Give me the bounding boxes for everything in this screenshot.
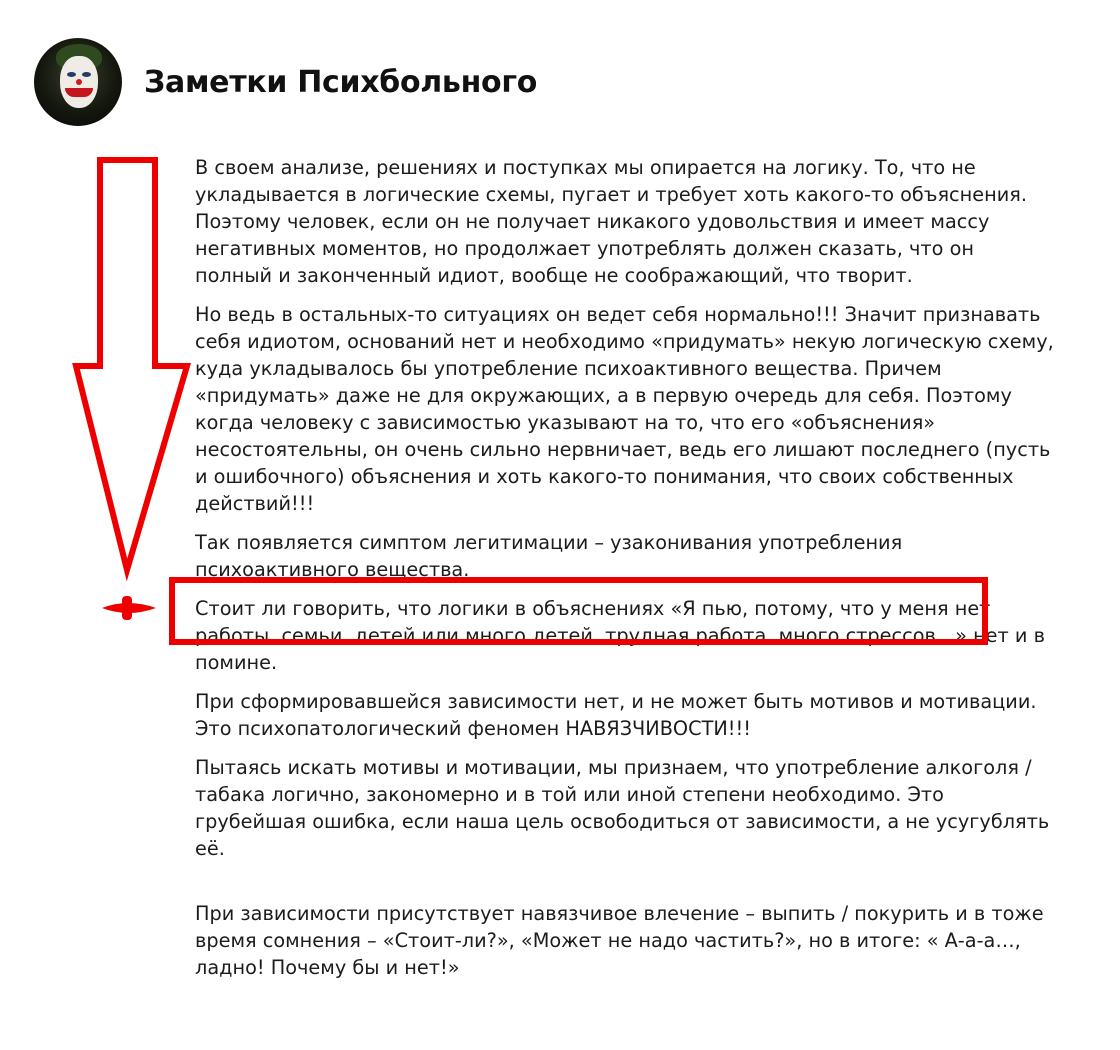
red-arrow-outline bbox=[76, 160, 187, 570]
red-arrow-tip-mark bbox=[102, 603, 156, 613]
channel-header bbox=[34, 38, 537, 126]
red-highlight-box bbox=[169, 577, 988, 645]
paragraph-explanations: Но ведь в остальных-то ситуациях он ведет себя нормально!!! Значит признавать себя идиотом, оснований нет и необходимо «придумать» некую логическую схему, куда укладывалось бы употребление психоактивного вещества. Причем «придумать» даже не для окружающих, а в первую очередь для себя. Поэтому когда человеку с зависимостью указывают на то, что его «объяснения» несостоятельны, он очень сильно нервничает, ведь его лишают последнего (пусть и ошибочного) объяснения и хоть какого-то понимания, что своих собственных действий!!! bbox=[195, 303, 1054, 515]
channel-title[interactable]: Заметки Психбольного bbox=[144, 64, 538, 100]
paragraph-compulsion: При зависимости присутствует навязчивое влечение – выпить / покурить и в тоже время сомнения – «Стоит-ли?», «Может не надо частить?», но в итоге: « А-а-а…, ладно! Почему бы и нет!» bbox=[195, 902, 1044, 979]
channel-avatar[interactable] bbox=[34, 38, 122, 126]
paragraph-motives: Пытаясь искать мотивы и мотивации, мы признаем, что употребление алкоголя / табака логично, закономерно и в той или иной степени необходимо. Это грубейшая ошибка, если наша цель освободиться от зависимости, а не усугублять её. bbox=[195, 756, 1050, 860]
paragraph-legitimation: Так появляется симптом легитимации – узаконивания употребления психоактивного вещества. bbox=[195, 531, 903, 581]
paragraph-obsession: При сформировавшейся зависимости нет, и не может быть мотивов и мотивации. Это психопатологический феномен НАВЯЗЧИВОСТИ!!! bbox=[195, 690, 1037, 740]
article-body bbox=[195, 154, 1055, 993]
paragraph-logic: В своем анализе, решениях и поступках мы опирается на логику. То, что не укладывается в логические схемы, пугает и требует хоть какого-то объяснения. Поэтому человек, если он не получает никакого удовольствия и имеет массу негативных моментов, но продолжает употреблять должен сказать, что он полный и законченный идиот, вообще не соображающий, что творит. bbox=[195, 156, 1027, 287]
paragraph-excuses: Стоит ли говорить, что логики в объяснениях «Я пью, потому, что у меня нет работы, семьи, детей или много детей, трудная работа, много стрессов…» нет и в помине. bbox=[195, 597, 1045, 674]
